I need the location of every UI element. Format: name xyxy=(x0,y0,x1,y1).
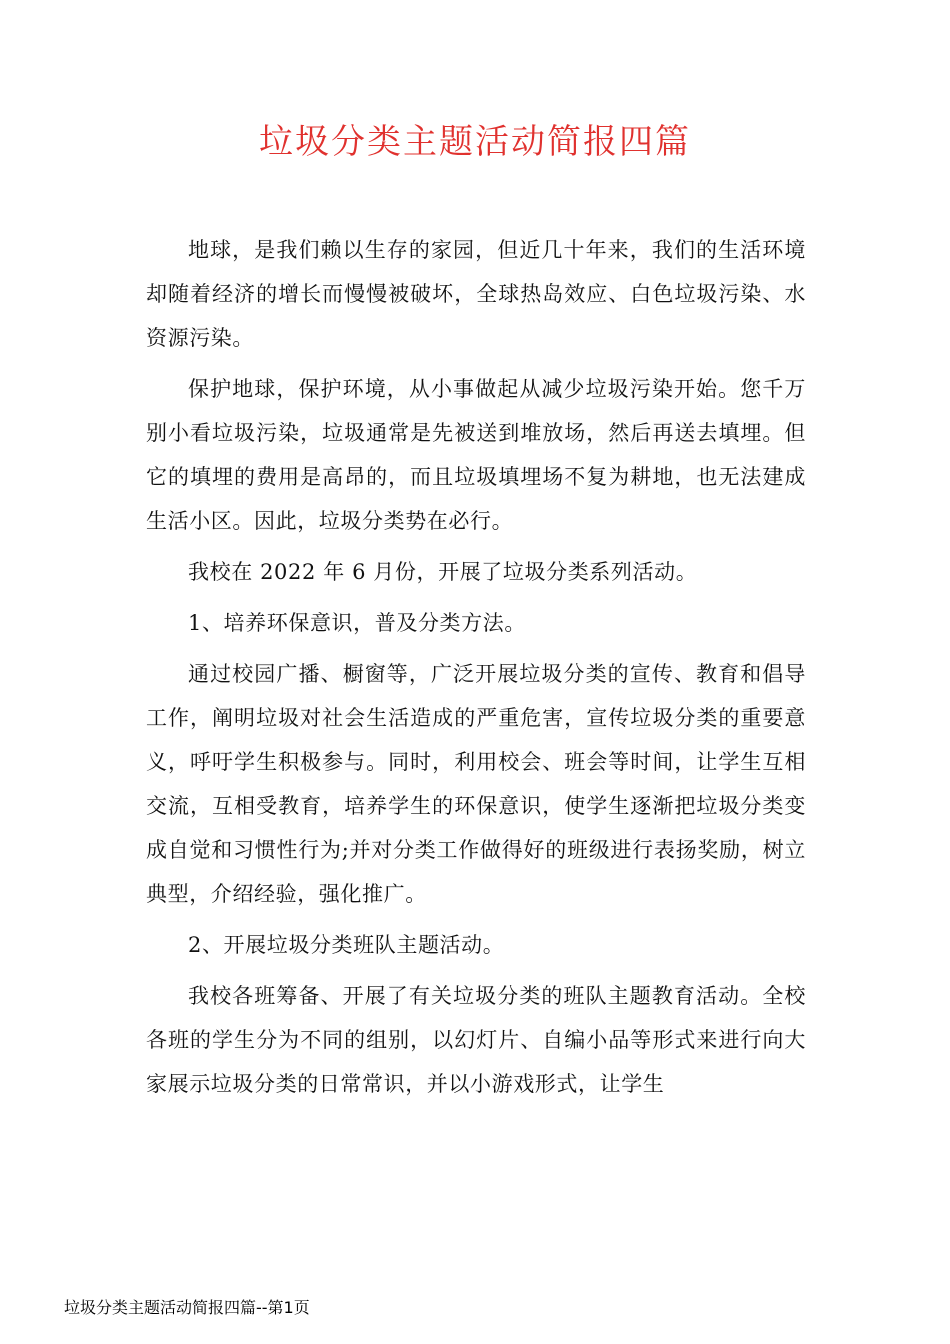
document-body xyxy=(146,228,806,1113)
paragraph-protect-earth: 保护地球，保护环境，从小事做起从减少垃圾污染开始。您千万别小看垃圾污染，垃圾通常是先被送到堆放场，然后再送去填埋。但它的填埋的费用是高昂的，而且垃圾填埋场不复为耕地，也无法建成生活小区。因此，垃圾分类势在必行。 xyxy=(146,377,806,533)
paragraph-intro: 地球，是我们赖以生存的家园，但近几十年来，我们的生活环境却随着经济的增长而慢慢被破坏，全球热岛效应、白色垃圾污染、水资源污染。 xyxy=(146,238,806,350)
paragraph-class-activities: 我校各班筹备、开展了有关垃圾分类的班队主题教育活动。全校各班的学生分为不同的组别，以幻灯片、自编小品等形式来进行向大家展示垃圾分类的日常常识，并以小游戏形式，让学生 xyxy=(146,984,806,1096)
document-title: 垃圾分类主题活动简报四篇 xyxy=(259,122,691,162)
section-heading-2: 2、开展垃圾分类班队主题活动。 xyxy=(188,933,505,957)
paragraph-awareness: 通过校园广播、橱窗等，广泛开展垃圾分类的宣传、教育和倡导工作，阐明垃圾对社会生活造成的严重危害，宣传垃圾分类的重要意义，呼吁学生积极参与。同时，利用校会、班会等时间，让学生互相交流，互相受教育，培养学生的环保意识，使学生逐渐把垃圾分类变成自觉和习惯性行为;并对分类工作做得好的班级进行表扬奖励，树立典型，介绍经验，强化推广。 xyxy=(146,662,806,906)
page-footer: 垃圾分类主题活动简报四篇--第1页 xyxy=(64,1298,310,1317)
paragraph-activity-date: 我校在 2022 年 6 月份，开展了垃圾分类系列活动。 xyxy=(188,560,698,584)
section-heading-1: 1、培养环保意识，普及分类方法。 xyxy=(188,611,526,635)
